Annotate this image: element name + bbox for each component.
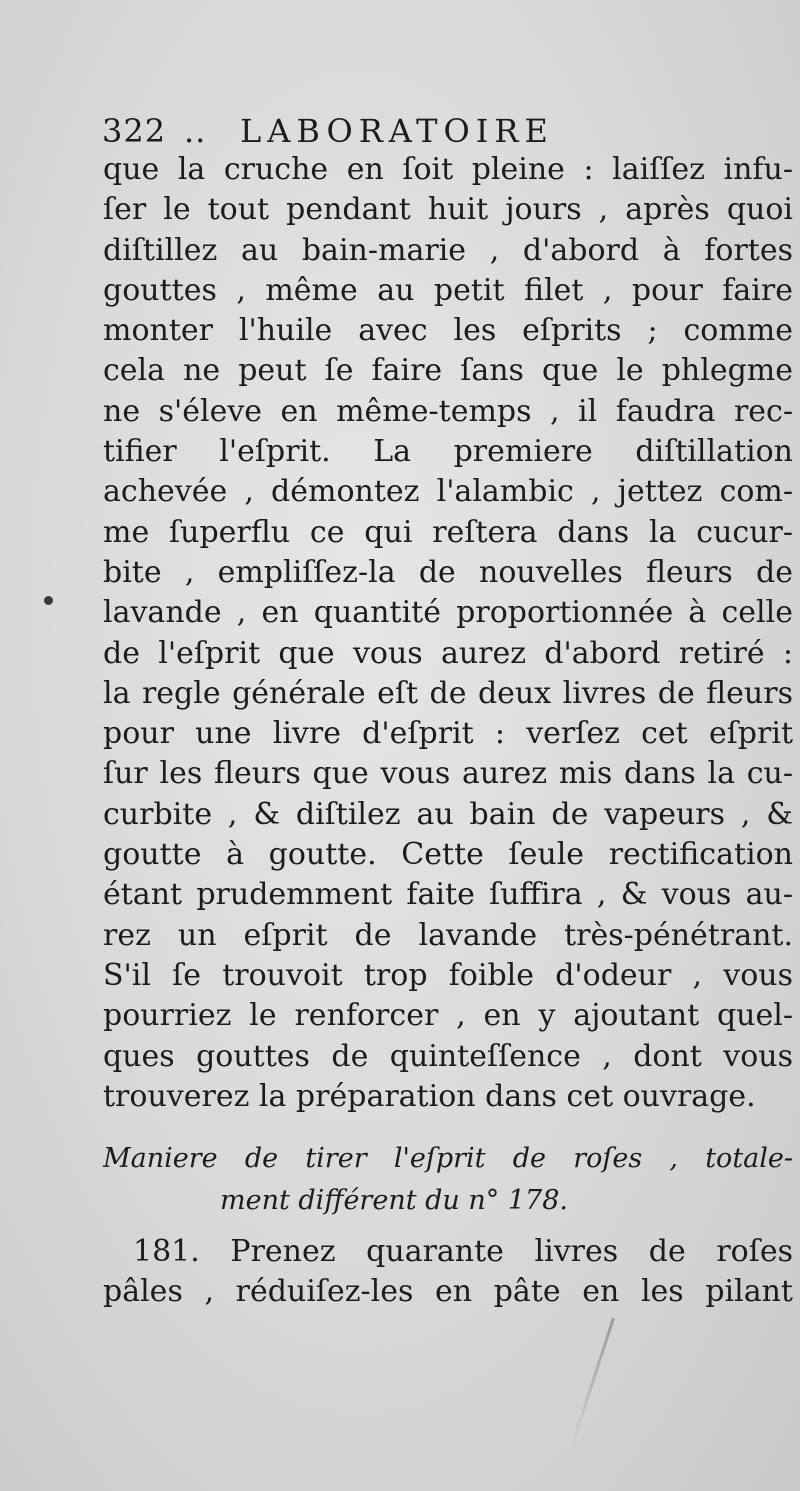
text-line: lavande , en quantité proportionnée à celle [103, 595, 793, 631]
section-heading [103, 1138, 793, 1222]
text-line: gouttes , même au petit filet , pour faire [103, 272, 793, 308]
running-title: LABORATOIRE [240, 112, 554, 150]
text-line: pour une livre d'eſprit : verſez cet eſprit [103, 716, 793, 752]
text-line: bite , empliſſez-la de nouvelles fleurs de [103, 554, 793, 590]
text-line: pâles , réduiſez-les en pâte en les pilant [103, 1274, 793, 1310]
heading-line: ment différent du n° 178. [220, 1185, 568, 1216]
text-line: curbite , & diſtilez au bain de vapeurs , & [103, 796, 793, 832]
text-line: me ſuperflu ce qui reſtera dans la cucur- [103, 514, 793, 550]
text-line: goutte à goutte. Cette ſeule rectification [103, 837, 793, 873]
text-line: cela ne peut ſe faire ſans que le phlegme [103, 353, 793, 389]
page-number: 322 [102, 112, 167, 150]
text-line: pourriez le renforcer , en y ajoutant quel- [103, 998, 793, 1034]
header-dots: .. [184, 112, 207, 150]
text-line: diſtillez au bain-marie , d'abord à fortes [103, 232, 793, 268]
recipe-paragraph [103, 1232, 793, 1313]
text-line: ſur les fleurs que vous aurez mis dans la cu- [103, 756, 793, 792]
paper-crease [570, 1318, 615, 1447]
text-line: S'il ſe trouvoit trop foible d'odeur , vous [103, 957, 793, 993]
heading-line: Maniere de tirer l'eſprit de roſes , totale- [103, 1143, 793, 1174]
text-line: 181. Prenez quarante livres de roſes [133, 1234, 793, 1269]
text-line: la regle générale eſt de deux livres de fleurs [103, 675, 793, 711]
text-line: achevée , démontez l'alambic , jettez com- [103, 474, 793, 510]
text-line: trouverez la préparation dans cet ouvrage. [103, 1078, 756, 1114]
text-line: rez un eſprit de lavande très-pénétrant. [103, 917, 793, 953]
text-line: tifier l'eſprit. La premiere diſtillation [103, 434, 793, 470]
text-line: étant prudemment faite ſuffira , & vous au- [103, 877, 793, 913]
ink-stain [44, 596, 53, 605]
text-line: ne s'éleve en même-temps , il faudra rec- [103, 393, 793, 429]
text-line: ſer le tout pendant huit jours , après quoi [103, 192, 793, 228]
text-line: monter l'huile avec les eſprits ; comme [103, 313, 793, 349]
text-line: ques gouttes de quinteſſence , dont vous [103, 1038, 793, 1074]
text-line: que la cruche en ſoit pleine : laiſſez infu- [103, 152, 793, 187]
page-header [102, 110, 722, 152]
text-line: de l'eſprit que vous aurez d'abord retiré : [103, 635, 793, 671]
main-paragraph [103, 150, 793, 1117]
